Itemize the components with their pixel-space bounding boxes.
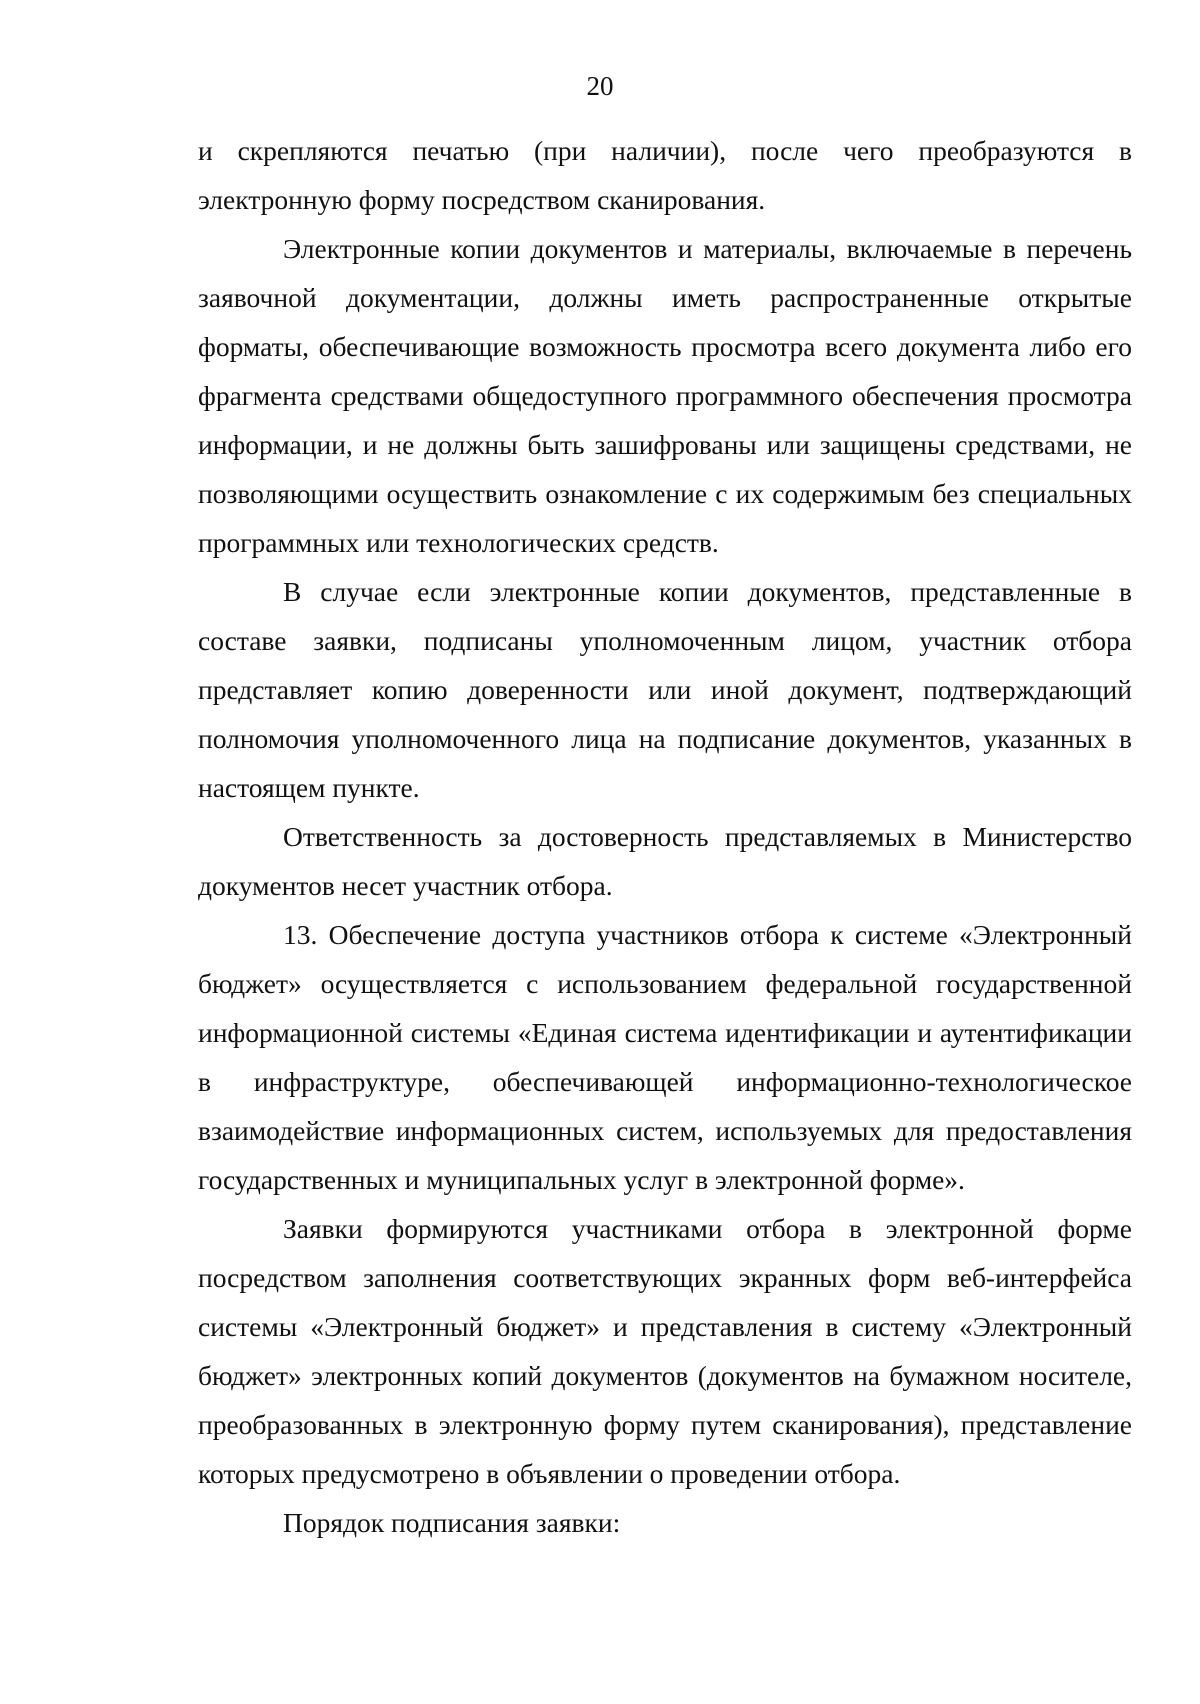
- paragraph-authorized-person: В случае если электронные копии документов, представленные в составе заявки, подписаны уполномоченным лицом, участник отбора представляет копию доверенности или иной документ, подтверждающий полномочия уполномоченного лица на подписание документов, указанных в настоящем пункте.: [198, 576, 1132, 803]
- paragraph-application-forming: Заявки формируются участниками отбора в электронной форме посредством заполнения соответствующих экранных форм веб-интерфейса системы «Электронный бюджет» и представления в систему «Электронный бюджет» электронных копий документов (документов на бумажном носителе, преобразованных в электронную форму путем сканирования), представление которых предусмотрено в объявлении о проведении отбора.: [198, 1213, 1132, 1489]
- paragraph-signing-order: Порядок подписания заявки:: [283, 1507, 621, 1538]
- page-number: 20: [586, 71, 614, 101]
- paragraph-electronic-copies-formats: Электронные копии документов и материалы, включаемые в перечень заявочной документации, должны иметь распространенные открытые форматы, обеспечивающие возможность просмотра всего документа либо его фрагмента средствами общедоступного программного обеспечения просмотра информации, и не должны быть зашифрованы или защищены средствами, не позволяющими осуществить ознакомление с их содержимым без специальных программных или технологических средств.: [198, 233, 1132, 558]
- paragraph-scanning: и скрепляются печатью (при наличии), после чего преобразуются в электронную форму посредством сканирования.: [198, 135, 1132, 215]
- document-body: [198, 126, 1132, 1547]
- paragraph-responsibility: Ответственность за достоверность представляемых в Министерство документов несет участник отбора.: [198, 821, 1132, 901]
- paragraph-13-access: 13. Обеспечение доступа участников отбора к системе «Электронный бюджет» осуществляется с использованием федеральной государственной информационной системы «Единая система идентификации и аутентификации в инфраструктуре, обеспечивающей информационно-технологическое взаимодействие информационных систем, используемых для предоставления государственных и муниципальных услуг в электронной форме».: [198, 919, 1132, 1195]
